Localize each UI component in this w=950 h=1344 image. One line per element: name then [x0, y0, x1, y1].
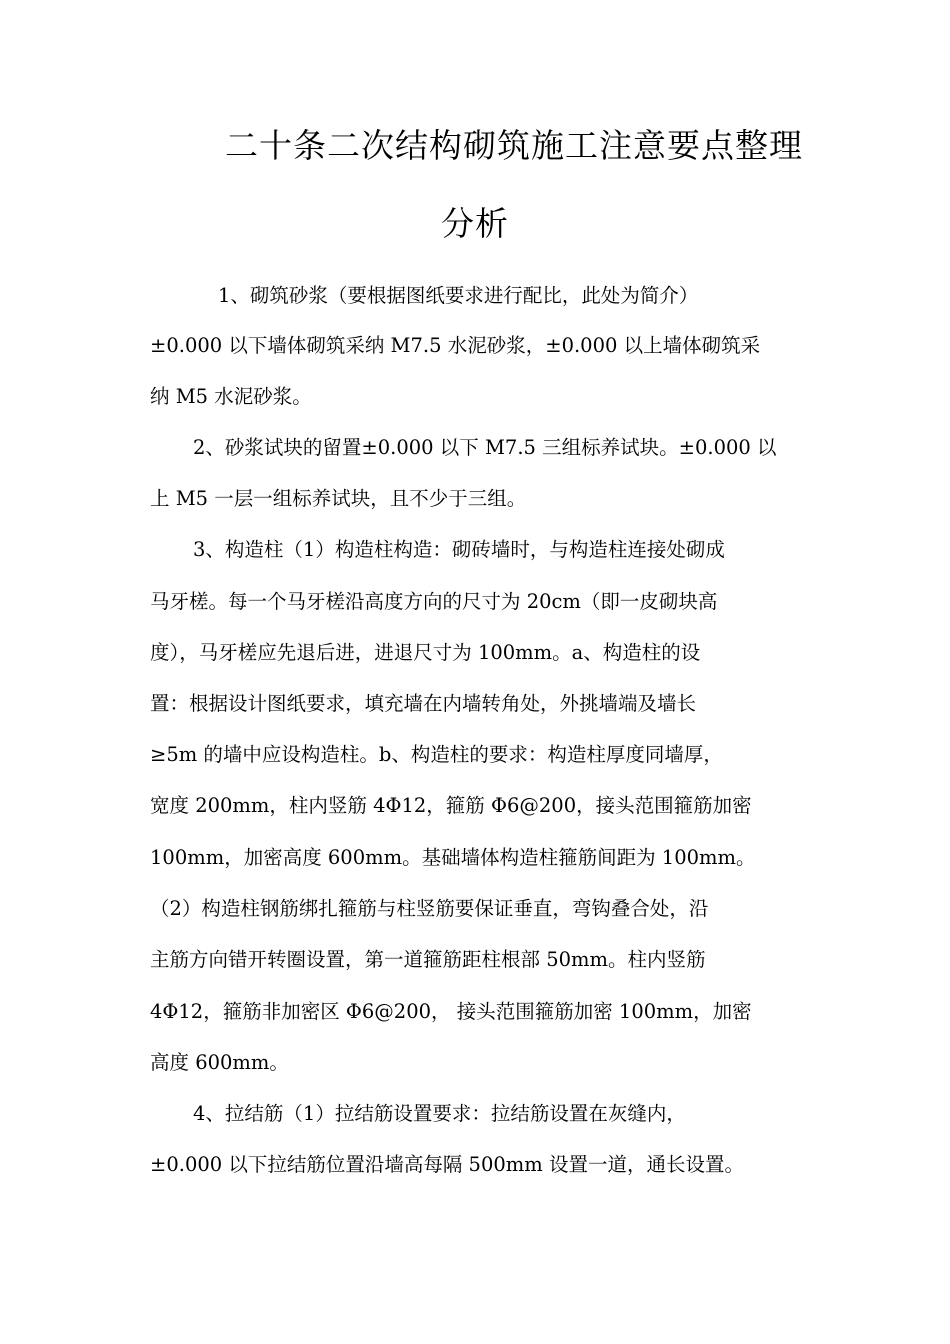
paragraph-line: 度），马牙槎应先退后进，进退尺寸为 100mm。a、构造柱的设	[150, 641, 701, 664]
document-title-line-1: 二十条二次结构砌筑施工注意要点整理	[225, 126, 803, 165]
document-title-line-2: 分析	[441, 204, 509, 243]
paragraph-line: 主筋方向错开转圈设置，第一道箍筋距柱根部 50mm。柱内竖筋	[150, 948, 706, 971]
paragraph-line: 1、砌筑砂浆（要根据图纸要求进行配比，此处为简介）	[218, 284, 699, 307]
paragraph-line: 3、构造柱（1）构造柱构造：砌砖墙时，与构造柱连接处砌成	[193, 538, 725, 561]
paragraph-line: 高度 600mm。	[150, 1051, 289, 1074]
paragraph-line: （2）构造柱钢筋绑扎箍筋与柱竖筋要保证垂直，弯钩叠合处，沿	[150, 897, 709, 920]
paragraph-line: 2、砂浆试块的留置±0.000 以下 M7.5 三组标养试块。±0.000 以	[193, 436, 777, 459]
paragraph-line: 置：根据设计图纸要求，填充墙在内墙转角处，外挑墙端及墙长	[150, 692, 697, 715]
paragraph-line: 100mm，加密高度 600mm。基础墙体构造柱箍筋间距为 100mm。	[150, 846, 756, 869]
paragraph-line: 上 M5 一层一组标养试块，且不少于三组。	[150, 487, 527, 510]
paragraph-line: 纳 M5 水泥砂浆。	[150, 385, 312, 408]
paragraph-line: ±0.000 以下拉结筋位置沿墙高每隔 500mm 设置一道，通长设置。	[150, 1153, 744, 1176]
paragraph-line: 宽度 200mm，柱内竖筋 4Φ12，箍筋 Φ6@200，接头范围箍筋加密	[150, 794, 752, 817]
paragraph-line: 马牙槎。每一个马牙槎沿高度方向的尺寸为 20cm（即一皮砌块高	[150, 590, 718, 613]
paragraph-line: 4、拉结筋（1）拉结筋设置要求：拉结筋设置在灰缝内，	[193, 1102, 686, 1125]
paragraph-line: ±0.000 以下墙体砌筑采纳 M7.5 水泥砂浆，±0.000 以上墙体砌筑采	[150, 334, 761, 357]
paragraph-line: ≥5m 的墙中应设构造柱。b、构造柱的要求：构造柱厚度同墙厚，	[150, 743, 723, 766]
paragraph-line: 4Φ12，箍筋非加密区 Φ6@200， 接头范围箍筋加密 100mm，加密	[150, 1000, 752, 1023]
